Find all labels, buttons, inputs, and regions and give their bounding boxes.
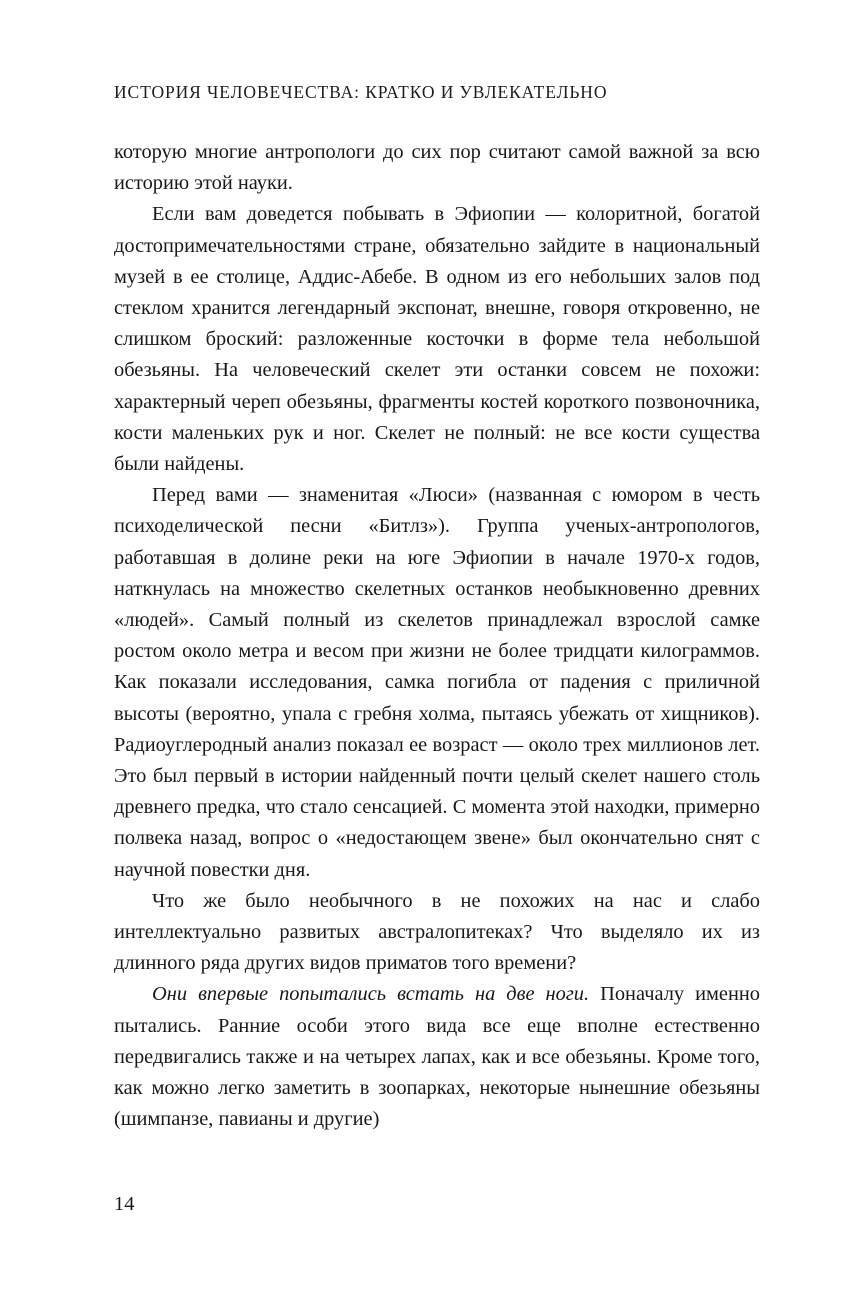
paragraph: Если вам доведется побывать в Эфиопии — колоритной, богатой достопримечательностями стране, обязательно зайдите в национальный музей в ее столице, Аддис-Абебе. В одном из его небольших залов под стеклом хранится легендарный экспонат, внешне, говоря откровенно, не слишком броский: разложенные косточки в форме тела небольшой обезьяны. На человеческий скелет эти останки совсем не похожи: характерный череп обезьяны, фрагменты костей короткого позвоночника, кости маленьких рук и ног. Скелет не полный: не все кости существа были найдены.	[114, 203, 760, 476]
paragraph: Перед вами — знаменитая «Люси» (названная с юмором в честь психоделической песни «Битлз»). Группа ученых-антропологов, работавшая в долине реки на юге Эфиопии в начале 1970-х годов, наткнулась на множество скелетных останков необыкновенно древних «людей». Самый полный из скелетов принадлежал взрослой самке ростом около метра и весом при жизни не более тридцати килограммов. Как показали исследования, самка погибла от падения с приличной высоты (вероятно, упала с гребня холма, пытаясь убежать от хищников). Радиоуглеродный анализ показал ее возраст — около трех миллионов лет. Это был первый в истории найденный почти целый скелет нашего столь древнего предка, что стало сенсацией. С момента этой находки, примерно полвека назад, вопрос о «недостающем звене» был окончательно снят с научной повестки дня.	[114, 484, 760, 881]
page-number: 14	[114, 1193, 135, 1215]
page-content	[114, 0, 760, 1311]
emphasized-lead: Они впервые попытались встать на две ноги.	[152, 983, 590, 1006]
body-text	[114, 137, 760, 1136]
paragraph-rest: Поначалу именно пытались. Ранние особи этого вида все еще вполне естественно передвигались также и на четырех лапах, как и все обезьяны. Кроме того, как можно легко заметить в зоопарках, некоторые нынешние обезьяны (шимпанзе, павианы и другие)	[114, 983, 760, 1131]
paragraph: Что же было необычного в не похожих на нас и слабо интеллектуально развитых австралопитеках? Что выделяло их из длинного ряда других видов приматов того времени?	[114, 889, 760, 975]
paragraph: которую многие антропологи до сих пор считают самой важной за всю историю этой науки.	[114, 141, 760, 195]
running-head: ИСТОРИЯ ЧЕЛОВЕЧЕСТВА: КРАТКО И УВЛЕКАТЕЛЬНО	[114, 82, 608, 102]
paragraph-with-emphasis	[114, 979, 760, 1135]
